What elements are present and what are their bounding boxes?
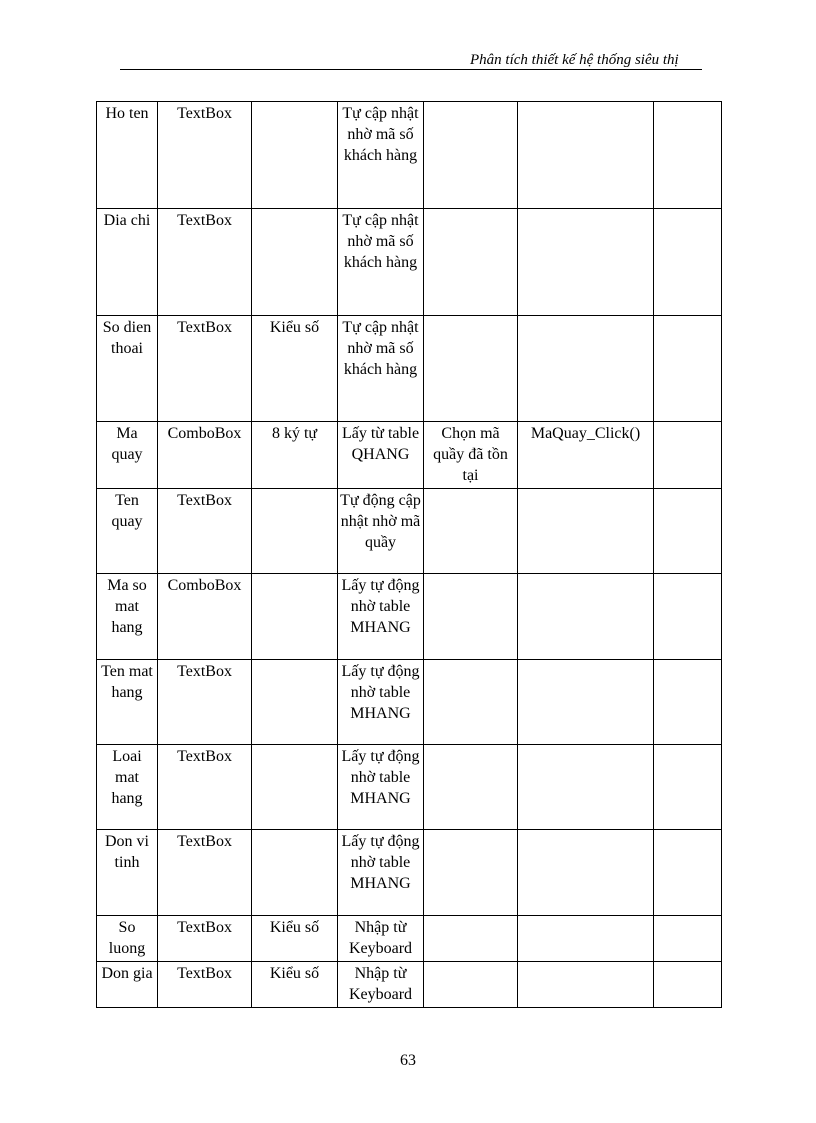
note-cell [654, 102, 722, 209]
header-title: Phân tích thiết kế hệ thống siêu thị [470, 52, 679, 68]
table-row [97, 102, 722, 209]
note-cell [654, 745, 722, 830]
event-cell [518, 209, 654, 316]
control-type-cell: ComboBox [158, 422, 252, 489]
data-source-cell: Tự cập nhật nhờ mã số khách hàng [338, 209, 424, 316]
constraint-cell [424, 660, 518, 745]
data-format-cell [252, 574, 338, 660]
constraint-cell [424, 745, 518, 830]
field-name-cell: Dia chi [97, 209, 158, 316]
data-source-cell: Lấy tự động nhờ table MHANG [338, 660, 424, 745]
constraint-cell [424, 102, 518, 209]
event-cell [518, 745, 654, 830]
constraint-cell [424, 830, 518, 916]
data-format-cell [252, 830, 338, 916]
page-number: 63 [400, 1052, 416, 1069]
data-source-cell: Lấy tự động nhờ table MHANG [338, 574, 424, 660]
note-cell [654, 916, 722, 962]
constraint-cell: Chọn mã quầy đã tồn tại [424, 422, 518, 489]
data-format-cell [252, 489, 338, 574]
data-source-cell: Tự động cập nhật nhờ mã quầy [338, 489, 424, 574]
field-name-cell: Ho ten [97, 102, 158, 209]
control-type-cell: TextBox [158, 745, 252, 830]
event-cell [518, 489, 654, 574]
note-cell [654, 962, 722, 1008]
table-row [97, 316, 722, 422]
control-type-cell: TextBox [158, 830, 252, 916]
control-type-cell: TextBox [158, 209, 252, 316]
data-format-cell: Kiểu số [252, 916, 338, 962]
field-name-cell: Don gia [97, 962, 158, 1008]
table-row [97, 209, 722, 316]
event-cell [518, 316, 654, 422]
header-rule [120, 69, 702, 70]
data-format-cell [252, 660, 338, 745]
event-cell [518, 830, 654, 916]
table-row [97, 574, 722, 660]
field-name-cell: Ma so mat hang [97, 574, 158, 660]
data-source-cell: Nhập từ Keyboard [338, 916, 424, 962]
control-type-cell: TextBox [158, 660, 252, 745]
data-format-cell: Kiểu số [252, 962, 338, 1008]
data-source-cell: Tự cập nhật nhờ mã số khách hàng [338, 102, 424, 209]
field-name-cell: Don vi tinh [97, 830, 158, 916]
control-type-cell: TextBox [158, 489, 252, 574]
event-cell [518, 574, 654, 660]
table-row [97, 745, 722, 830]
constraint-cell [424, 916, 518, 962]
constraint-cell [424, 209, 518, 316]
data-format-cell: 8 ký tự [252, 422, 338, 489]
control-type-cell: ComboBox [158, 574, 252, 660]
field-name-cell: Ten quay [97, 489, 158, 574]
note-cell [654, 574, 722, 660]
constraint-cell [424, 316, 518, 422]
control-type-cell: TextBox [158, 316, 252, 422]
field-name-cell: Loai mat hang [97, 745, 158, 830]
note-cell [654, 660, 722, 745]
constraint-cell [424, 962, 518, 1008]
event-cell: MaQuay_Click() [518, 422, 654, 489]
field-name-cell: So dien thoai [97, 316, 158, 422]
data-format-cell: Kiểu số [252, 316, 338, 422]
constraint-cell [424, 489, 518, 574]
data-source-cell: Lấy tự động nhờ table MHANG [338, 830, 424, 916]
note-cell [654, 209, 722, 316]
note-cell [654, 830, 722, 916]
table-row [97, 916, 722, 962]
note-cell [654, 422, 722, 489]
field-name-cell: Ma quay [97, 422, 158, 489]
control-type-cell: TextBox [158, 916, 252, 962]
table-row [97, 962, 722, 1008]
data-source-cell: Lấy tự động nhờ table MHANG [338, 745, 424, 830]
note-cell [654, 316, 722, 422]
note-cell [654, 489, 722, 574]
data-format-cell [252, 745, 338, 830]
data-source-cell: Nhập từ Keyboard [338, 962, 424, 1008]
table-row [97, 660, 722, 745]
event-cell [518, 102, 654, 209]
table-row [97, 422, 722, 489]
data-source-cell: Lấy từ table QHANG [338, 422, 424, 489]
control-type-cell: TextBox [158, 962, 252, 1008]
field-name-cell: So luong [97, 916, 158, 962]
data-format-cell [252, 209, 338, 316]
event-cell [518, 962, 654, 1008]
event-cell [518, 916, 654, 962]
field-name-cell: Ten mat hang [97, 660, 158, 745]
event-cell [518, 660, 654, 745]
table-row [97, 489, 722, 574]
data-source-cell: Tự cập nhật nhờ mã số khách hàng [338, 316, 424, 422]
data-format-cell [252, 102, 338, 209]
constraint-cell [424, 574, 518, 660]
control-type-cell: TextBox [158, 102, 252, 209]
table-row [97, 830, 722, 916]
field-spec-table [96, 101, 722, 1008]
